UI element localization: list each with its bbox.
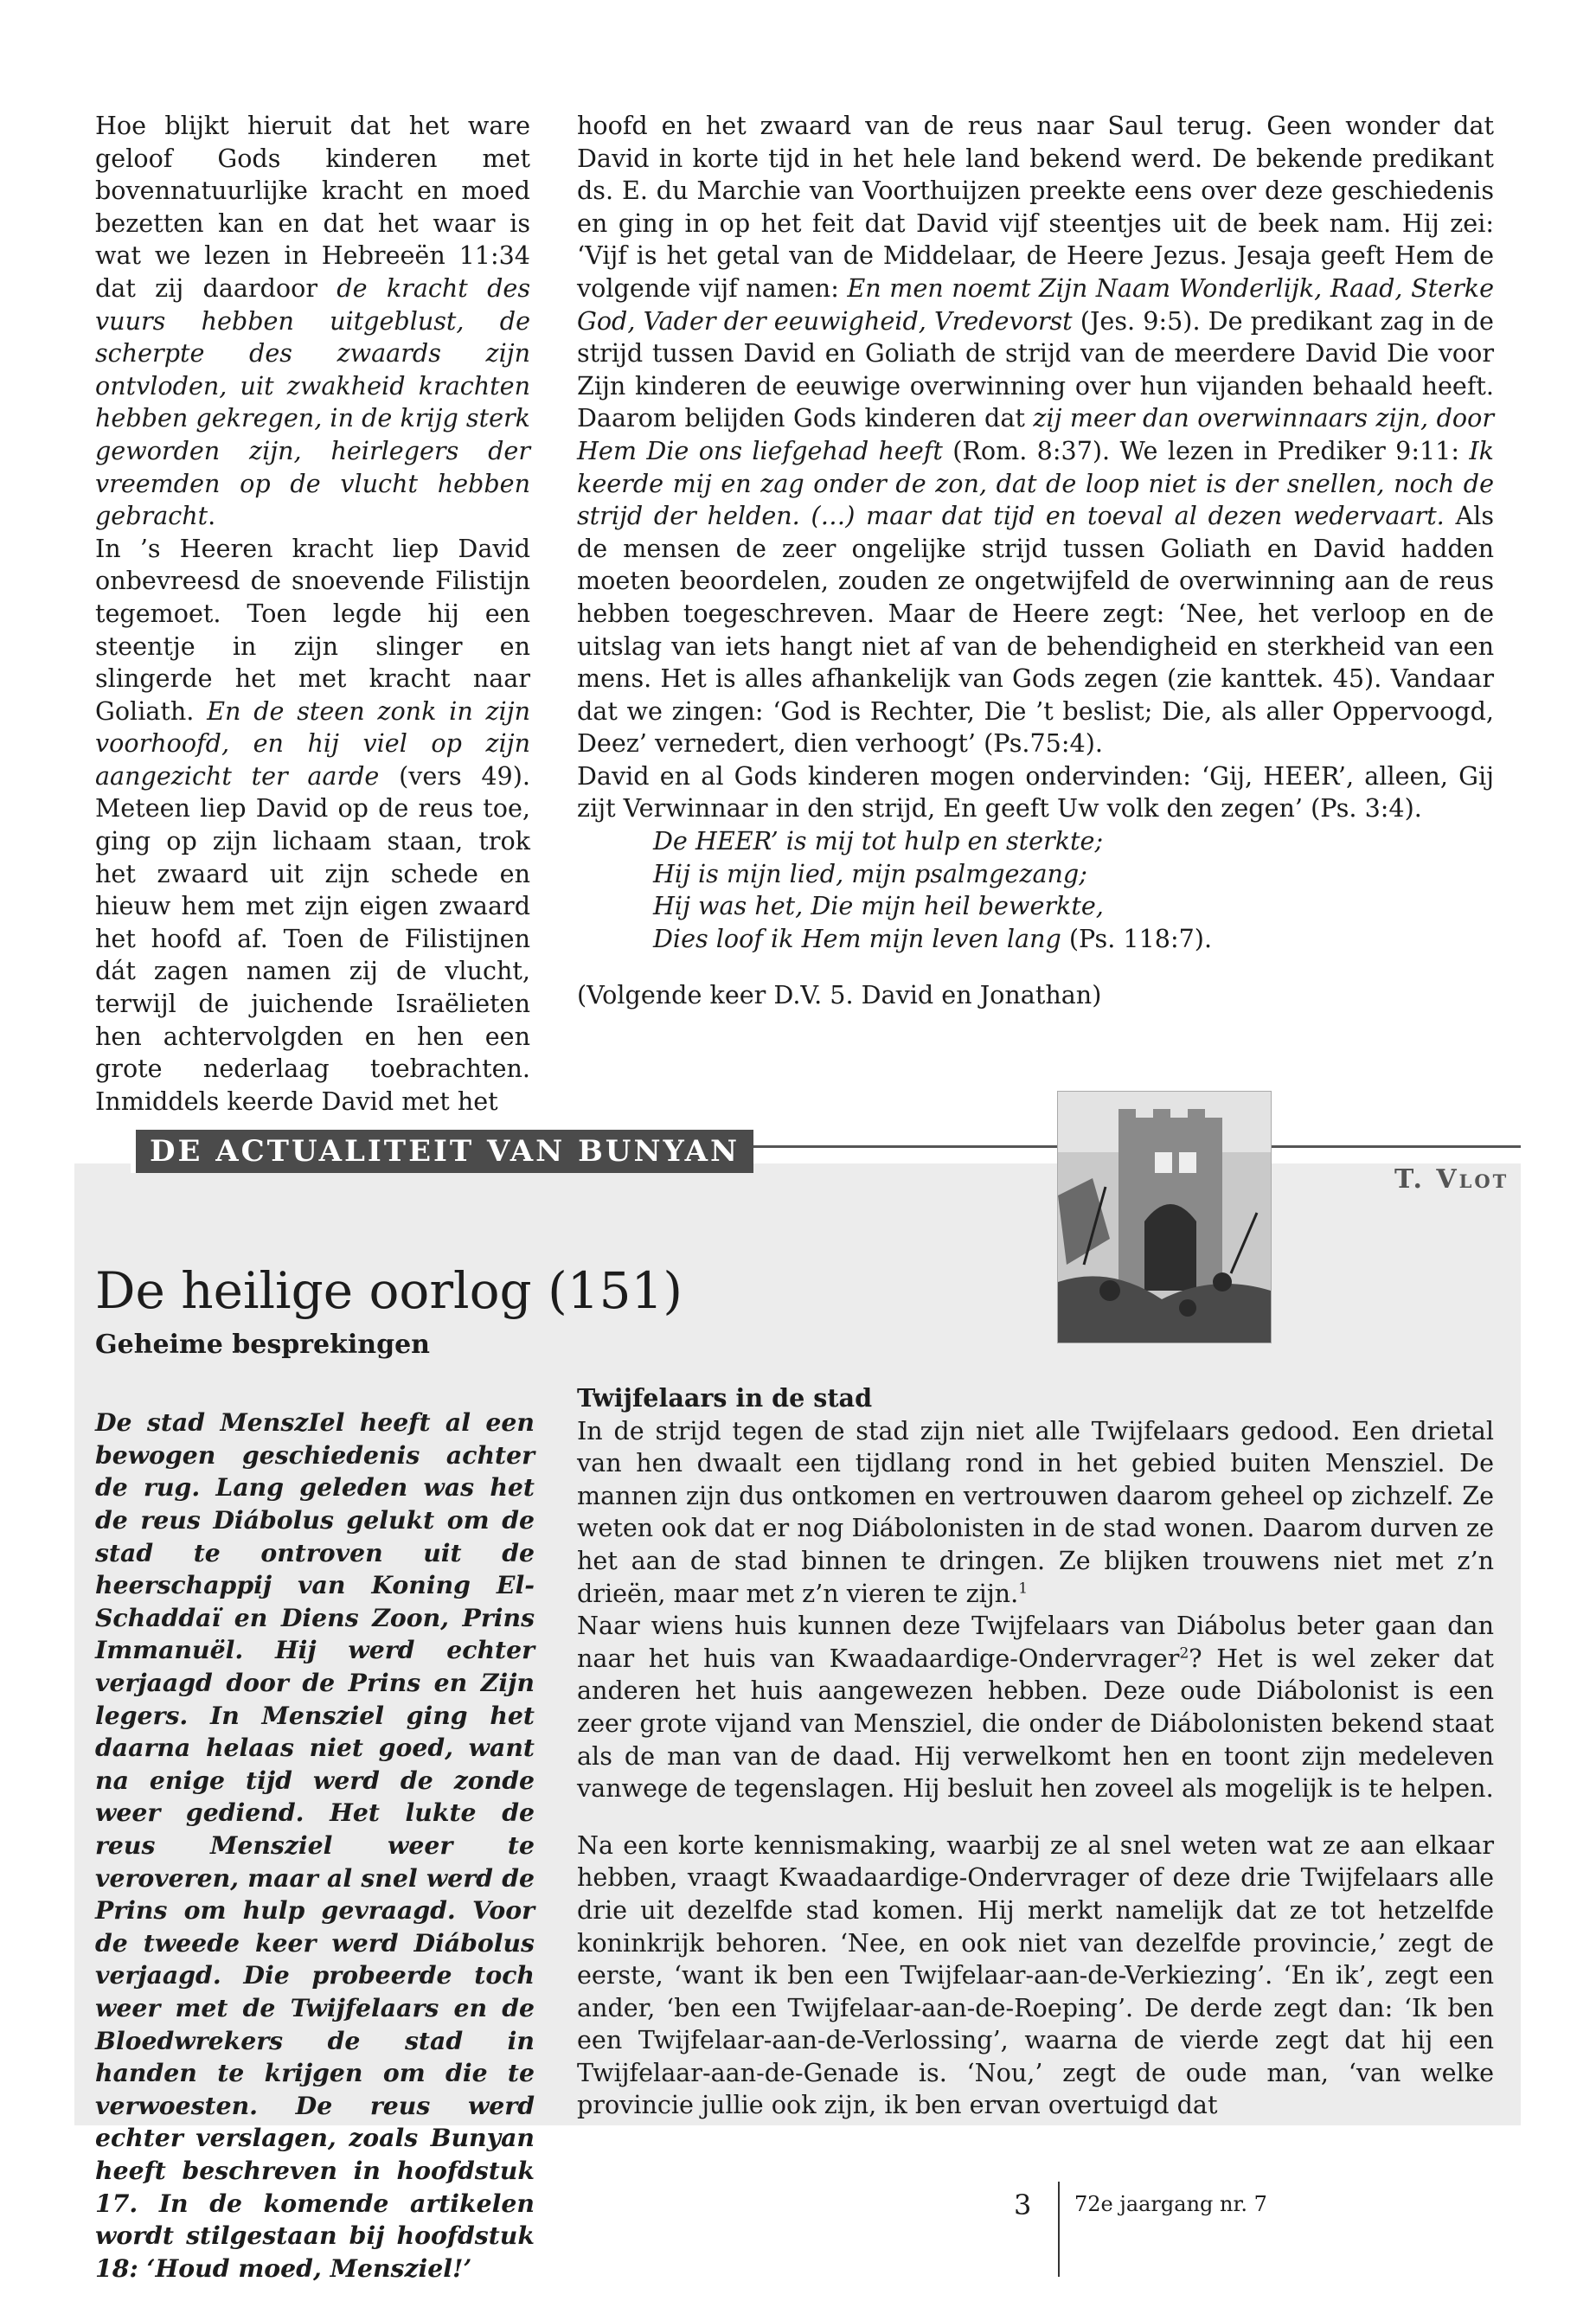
author-name: T. Vlot (1394, 1164, 1509, 1195)
footer-divider (1058, 2182, 1060, 2277)
left-paragraph-2: In ’s Heeren kracht liep David onbevreesd de snoevende Filistijn tegemoet. Toen legde hij een steentje in zijn slinger en slingerde het met kracht naar Goliath. En de steen zonk in zijn voorhoofd, en hij viel op zijn aangezicht ter aarde (vers 49). Meteen liep David op de reus toe, ging op zijn lichaam staan, trok het zwaard uit zijn schede en hieuw hem met zijn eigen zwaard het hoofd af. Toen de Filistijnen dát zagen namen zij de vlucht, terwijl de juichende Israëlieten hen achtervolgden en hen een grote nederlaag toebrachten. Inmiddels keerde David met het (95, 533, 530, 1116)
bunyan-right-column (577, 1382, 1494, 2122)
bunyan-paragraph-2: Naar wiens huis kunnen deze Twijfelaars van Diábolus beter gaan dan naar het huis van Kwaadaardige-Ondervrager$^2$? Het is wel zeker dat anderen het huis aangewezen hebben. Deze oude Diábolonist is een zeer grote vijand van Mensziel, die onder de Diábolonisten bekend staat als de man van de daad. Hij verwelkomt hen en toont zijn medeleven vanwege de tegenslagen. Hij besluit hen zoveel als mogelijk is te helpen. (577, 1611, 1495, 1804)
left-column (95, 110, 530, 1118)
right-paragraph-1: hoofd en het zwaard van de reus naar Saul terug. Geen wonder dat David in korte tijd in het hele land bekend werd. De bekende predikant ds. E. du Marchie van Voorthuijzen preekte eens over deze geschiedenis en ging in op het feit dat David vijf steentjes uit de beek nam. Hij zei: ‘Vijf is het getal van de Middelaar, de Heere Jezus. Jesaja geeft Hem de volgende vijf namen: En men noemt Zijn Naam Wonderlijk, Raad, Sterke God, Vader der eeuwigheid, Vredevorst (Jes. 9:5). De predikant zag in de strijd tussen David en Goliath de strijd van de meerdere David Die voor Zijn kinderen de eeuwige overwinning over hun vijanden behaald heeft. Daarom belijden Gods kinderen dat zij meer dan overwinnaars zijn, door Hem Die ons liefgehad heeft (Rom. 8:37). We lezen in Prediker 9:11: Ik keerde mij en zag onder de zon, dat de loop niet is der snellen, noch de strijd der helden. (…) maar dat tijd en toeval al dezen wedervaart. Als de mensen de zeer ongelijke strijd tussen Goliath en David hadden moeten beoordelen, zouden ze ongetwijfeld de overwinning aan de reus hebben toegeschreven. Maar de Heere zegt: ‘Nee, het verloop en de uitslag van iets hangt niet af van de behendigheid en sterkheid van een mens. Het is alles afhankelijk van Gods zegen (zie kanttek. 45). Vandaar dat we zingen: ‘God is Rechter, Die ’t beslist; Die, als aller Oppervoogd, Deez’ vernedert, dien verhoogt’ (Ps.75:4). (577, 111, 1495, 759)
footnote-marker: 1 (1018, 1580, 1029, 1598)
page-number: 3 (1014, 2189, 1032, 2221)
section-label: DE ACTUALITEIT VAN BUNYAN (131, 1130, 753, 1173)
bunyan-paragraph-1: In de strijd tegen de stad zijn niet alle Twijfelaars gedood. Een drietal van hen dwaalt een tijdlang rond in het gebied buiten Mensziel. De mannen zijn dus ontkomen en vertrouwen daarom geheel op zichzelf. Ze weten ook dat er nog Diábolonisten in de stad wonen. Daarom durven ze het aan de stad binnen te dringen. Ze blijken trouwens niet met z’n drieën, maar met z’n vieren te zijn.$^1$ (577, 1415, 1494, 1608)
next-episode-note: (Volgende keer D.V. 5. David en Jonathan) (577, 980, 1102, 1010)
left-paragraph-1: Hoe blijkt hieruit dat het ware geloof Gods kinderen met bovennatuurlijke kracht en moed bezetten kan en dat het waar is wat we lezen in Hebreeën 11:34 dat zij daardoor de kracht des vuurs hebben uitgeblust, de scherpte des zwaards zijn ontvloden, uit zwakheid krachten hebben gekregen, in de krijg sterk geworden zijn, heirlegers der vreemden op de vlucht hebben gebracht. (95, 111, 530, 531)
issue-label: 72e jaargang nr. 7 (1074, 2192, 1267, 2216)
battle-illustration (1057, 1091, 1272, 1343)
intro-text: De stad MenszIel heeft al een bewogen geschiedenis achter de rug. Lang geleden was het de reus Diábolus gelukt om de stad te ontroven uit de heerschappij van Koning El-Schaddaï en Diens Zoon, Prins Immanuël. Hij werd echter verjaagd door de Prins en Zijn legers. In Mensziel ging het daarna helaas niet goed, want na enige tijd werd de zonde weer gediend. Het lukte de reus Mensziel weer te veroveren, maar al snel werd de Prins om hulp gevraagd. Voor de tweede keer werd Diábolus verjaagd. Die probeerde toch weer met de Twijfelaars en de Bloedwrekers de stad in handen te krijgen om die te verwoesten. De reus werd echter verslagen, zoals Bunyan heeft beschreven in hoofdstuk 17. In de komende artikelen wordt stilgestaan bij hoofdstuk 18: ‘Houd moed, Mensziel!’ (95, 1407, 535, 2283)
footnote-marker: 2 (1179, 1644, 1189, 1663)
psalm-quote: De HEER’ is mij tot hulp en sterkte; Hij is mijn lied, mijn psalmgezang; Hij was het, Die mijn heil bewerkte, Dies loof ik Hem mijn leven lang (Ps. 118:7). (653, 826, 1213, 953)
bunyan-paragraph-3: Na een korte kennismaking, waarbij ze al snel weten wat ze aan elkaar hebben, vraagt Kwaadaardige-Ondervrager of deze drie Twijfelaars alle drie uit dezelfde stad komen. Hij merkt namelijk dat ze tot hetzelfde koninkrijk behoren. ‘Nee, en ook niet van dezelfde provincie,’ zegt de eerste, ‘want ik ben een Twijfelaar-aan-de-Verkiezing’. ‘En ik’, zegt een ander, ‘ben een Twijfelaar-aan-de-Roeping’. De derde zegt dan: ‘Ik ben een Twijfelaar-aan-de-Verlossing’, waarna de vierde zegt dat hij een Twijfelaar-aan-de-Genade is. ‘Nou,’ zegt de oude man, ‘van welke provincie jullie ook zijn, ik ben ervan overtuigd dat (577, 1830, 1494, 2120)
right-paragraph-2: David en al Gods kinderen mogen ondervinden: ‘Gij, HEER’, alleen, Gij zijt Verwinnaar in den strijd, En geeft Uw volk den zegen’ (Ps. 3:4). (577, 760, 1494, 824)
right-column (577, 110, 1494, 1012)
section-heading: Twijfelaars in de stad (577, 1383, 873, 1413)
subheading: Geheime besprekingen (95, 1330, 430, 1360)
article-title: De heilige oorlog (151) (95, 1260, 683, 1320)
